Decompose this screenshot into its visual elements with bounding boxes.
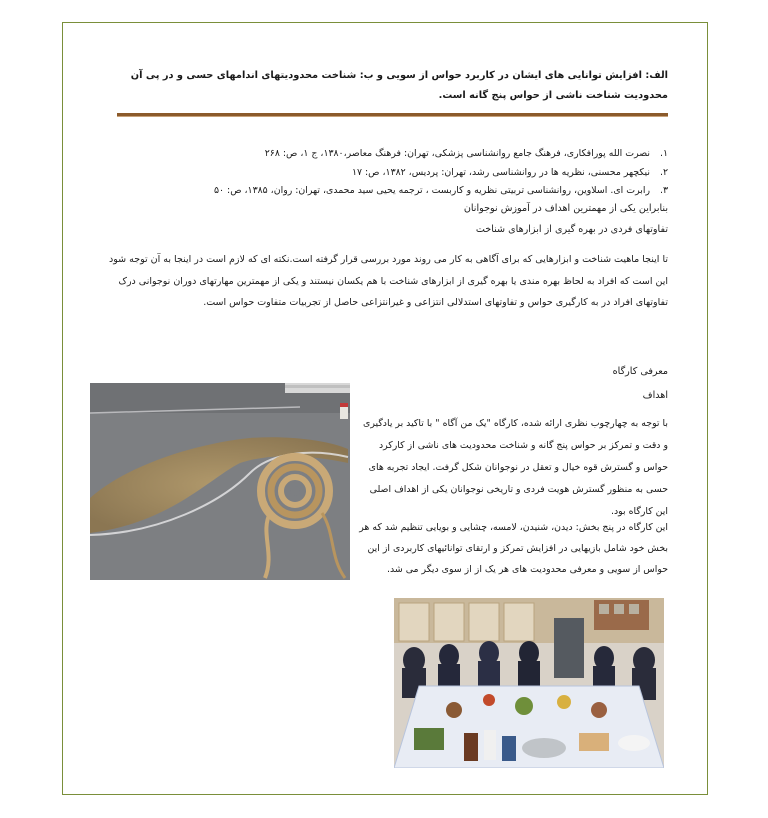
sections-paragraph: این کارگاه در پنج بخش: دیدن، شنیدن، لامسه، چشایی و بویایی تنظیم شد که هر بخش خود شامل بازیهایی در افزایش تمرکز و ارتقای توانائیهای کاربردی از این حواس از سویی و معرفی محدودیت های هر یک از از سوی دیگر می شد. (359, 522, 668, 575)
footnote-3 (115, 182, 668, 201)
workshop-photo (394, 598, 664, 768)
footnote-number: ۲. (659, 166, 668, 178)
goals-title: اهداف (642, 390, 668, 401)
footnote-1 (115, 145, 668, 164)
goals-paragraph: با توجه به چهارچوب نظری ارائه شده، کارگاه "یک من آگاه " با تاکید بر یادگیری و دقت و تمرکز بر حواس پنج گانه و شناخت محدودیت های ناشی از کارکرد حواس و گسترش قوه خیال و تعقل در نوجوانان شکل گرفت. ایجاد تجربه های حسی به منظور گسترش هویت فردی و تاریخی نوجوانان یکی از اهداف اصلی این کارگاه بود. (362, 418, 668, 517)
footnote-text: نصرت الله پورافکاری، فرهنگ جامع روانشناسی پزشکی، تهران: فرهنگ معاصر،۱۳۸۰، ج ۱، ص: ۲۶۸ (264, 148, 650, 159)
section-title: تفاوتهای فردی در بهره گیری از ابزارهای شناخت (475, 224, 668, 235)
footnote-number: ۱. (659, 148, 668, 159)
separator-rule (117, 113, 668, 117)
conclusion-line: بنابراین یکی از مهمترین اهداف در آموزش نوجوانان (463, 203, 668, 214)
footnote-2 (115, 164, 668, 183)
footnote-text: رابرت ای. اسلاوین، روانشناسی تربیتی نظریه و کاربست ، ترجمه یحیی سید محمدی، تهران: روان، ۱۳۸۵، ص: ۵۰ (213, 185, 650, 196)
footnotes (115, 145, 668, 201)
workshop-title: معرفی کارگاه (612, 366, 668, 377)
body-paragraph: تا اینجا ماهیت شناخت و ابزارهایی که برای آگاهی به کار می روند مورد بررسی قرار گرفته است.نکته ای که لازم است در اینجا به آن توجه شود این است که افراد به لحاظ بهره مندی یا بهره گیری از ابزارهای شناخت با هم یکسان نیستند و یکی از مهمترین مهارتهای دوران نوجوانی درک تفاوتهای افراد در به کارگیری حواس و تفاوتهای استدلالی انتزاعی و غیرانتزاعی حاصل از تجربیات متفاوت حواس است. (109, 254, 668, 308)
heading-paragraph: الف: افزایش توانایی های ایشان در کاربرد حواس از سویی و ب: شناخت محدودیتهای اندامهای حسی و در پی آن محدودیت شناخت ناشی از حواس پنج گانه است. (130, 70, 668, 101)
footnote-text: نیکچهر محسنی، نظریه ها در روانشناسی رشد، تهران: پردیس، ۱۳۸۲، ص: ۱۷ (351, 166, 650, 178)
footnote-number: ۳. (659, 185, 668, 196)
rope-photo (90, 383, 350, 580)
